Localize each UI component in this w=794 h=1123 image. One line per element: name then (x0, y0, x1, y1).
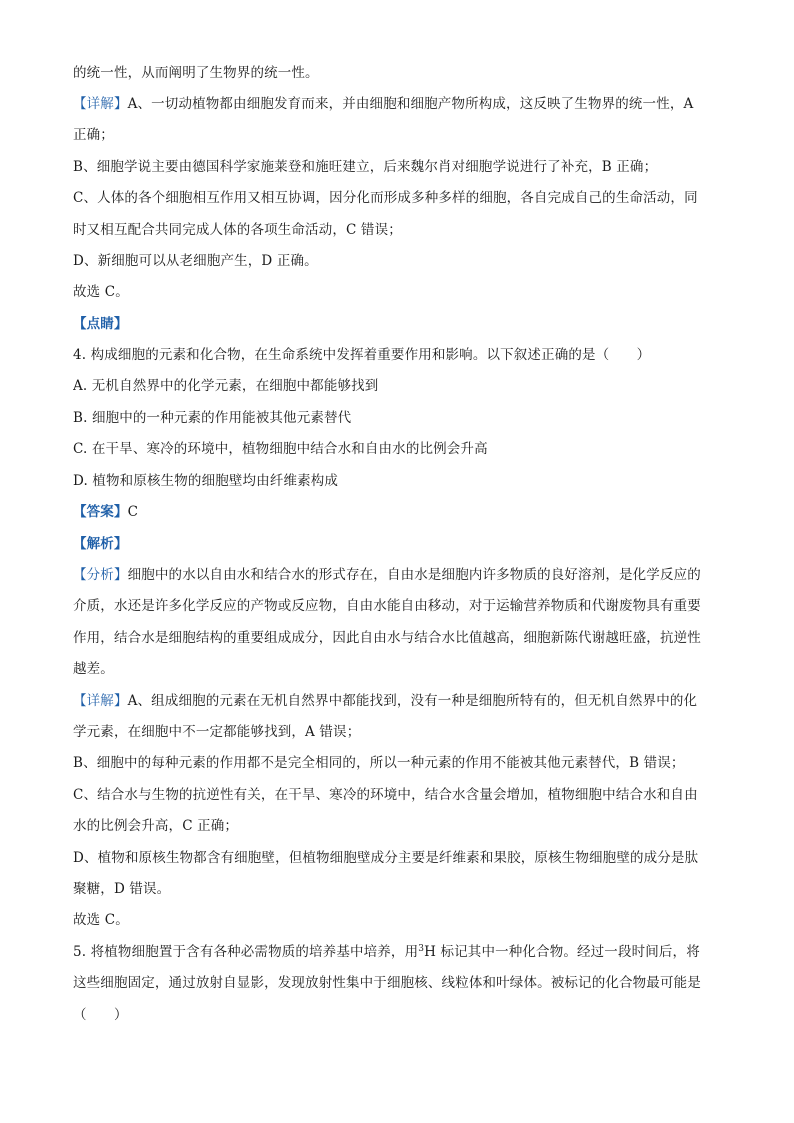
answer-line: 【答案】C (73, 504, 139, 520)
text-line: 作用，结合水是细胞结构的重要组成成分，因此自由水与结合水比值越高，细胞新陈代谢越旺盛，抗逆性 (73, 630, 701, 646)
text-line: 水的比例会升高，C 正确； (73, 818, 239, 834)
option-c-explanation: C、人体的各个细胞相互作用又相互协调，因分化而形成多种多样的细胞，各自完成自己的生命活动，同 (73, 190, 698, 206)
analysis-heading (73, 532, 723, 556)
question-4-option-b: B. 细胞中的一种元素的作用能被其他元素替代 (73, 410, 352, 426)
comment-heading (73, 312, 723, 336)
option-c-explanation: C、结合水与生物的抗逆性有关，在干旱、寒冷的环境中，结合水含量会增加，植物细胞中结合水和自由 (73, 787, 698, 803)
question-4-option-a: A. 无机自然界中的化学元素，在细胞中都能够找到 (73, 378, 379, 394)
text-line: 聚糖，D 错误。 (73, 881, 171, 897)
section-tag-answer: 【答案】 (73, 504, 128, 520)
section-tag-breakdown: 【分析】 (73, 567, 128, 583)
question-4-stem: 4. 构成细胞的元素和化合物，在生命系统中发挥着重要作用和影响。以下叙述正确的是（ ） (73, 347, 651, 363)
answer-choice-line: 故选 C。 (73, 284, 129, 300)
text-line: 介质，水还是许多化学反应的产物或反应物，自由水能自由移动，对于运输营养物质和代谢废物具有重要 (73, 598, 701, 614)
section-tag-comment: 【点睛】 (73, 316, 128, 332)
text-line: 时又相互配合共同完成人体的各项生命活动，C 错误； (73, 222, 402, 238)
text-line: 越差。 (73, 661, 114, 677)
section-tag-detail: 【详解】 (73, 96, 128, 112)
answer-choice-line: 故选 C。 (73, 912, 129, 928)
text-line: 这些细胞固定，通过放射自显影，发现放射性集中于细胞核、线粒体和叶绿体。被标记的化合物最可能是 (73, 975, 701, 991)
option-b-explanation: B、细胞中的每种元素的作用都不是完全相同的，所以一种元素的作用不能被其他元素替代，B 错误； (73, 755, 685, 771)
section-tag-detail: 【详解】 (73, 693, 128, 709)
question-5-blank: （ ） (73, 1007, 128, 1023)
option-d-explanation: D、新细胞可以从老细胞产生，D 正确。 (73, 253, 318, 269)
isotope-superscript: 3 (418, 944, 425, 954)
text-line: 学元素，在细胞中不一定都能够找到，A 错误； (73, 724, 361, 740)
question-4-option-d: D. 植物和原核生物的细胞壁均由纤维素构成 (73, 473, 339, 489)
analysis-paragraph-line: 【分析】细胞中的水以自由水和结合水的形式存在，自由水是细胞内许多物质的良好溶剂，是化学反应的 (73, 567, 701, 583)
text-line: 的统一性，从而阐明了生物界的统一性。 (73, 65, 319, 81)
question-5-stem: 5. 将植物细胞置于含有各种必需物质的培养基中培养，用$^3$H 标记其中一种化合物。经过一段时间后，将 (73, 944, 700, 960)
section-tag-analysis: 【解析】 (73, 536, 128, 552)
option-b-explanation: B、细胞学说主要由德国科学家施莱登和施旺建立，后来魏尔肖对细胞学说进行了补充，B 正确； (73, 159, 658, 175)
question-4-option-c: C. 在干旱、寒冷的环境中，植物细胞中结合水和自由水的比例会升高 (73, 441, 488, 457)
detail-paragraph-line: 【详解】A、组成细胞的元素在无机自然界中都能找到，没有一种是细胞所特有的，但无机自然界中的化 (73, 693, 698, 709)
detail-paragraph-line: 【详解】A、一切动植物都由细胞发育而来，并由细胞和细胞产物所构成，这反映了生物界的统一性，A (73, 96, 694, 112)
option-d-explanation: D、植物和原核生物都含有细胞壁，但植物细胞壁成分主要是纤维素和果胶，原核生物细胞壁的成分是肽 (73, 850, 699, 866)
text-line: 正确； (73, 127, 114, 143)
